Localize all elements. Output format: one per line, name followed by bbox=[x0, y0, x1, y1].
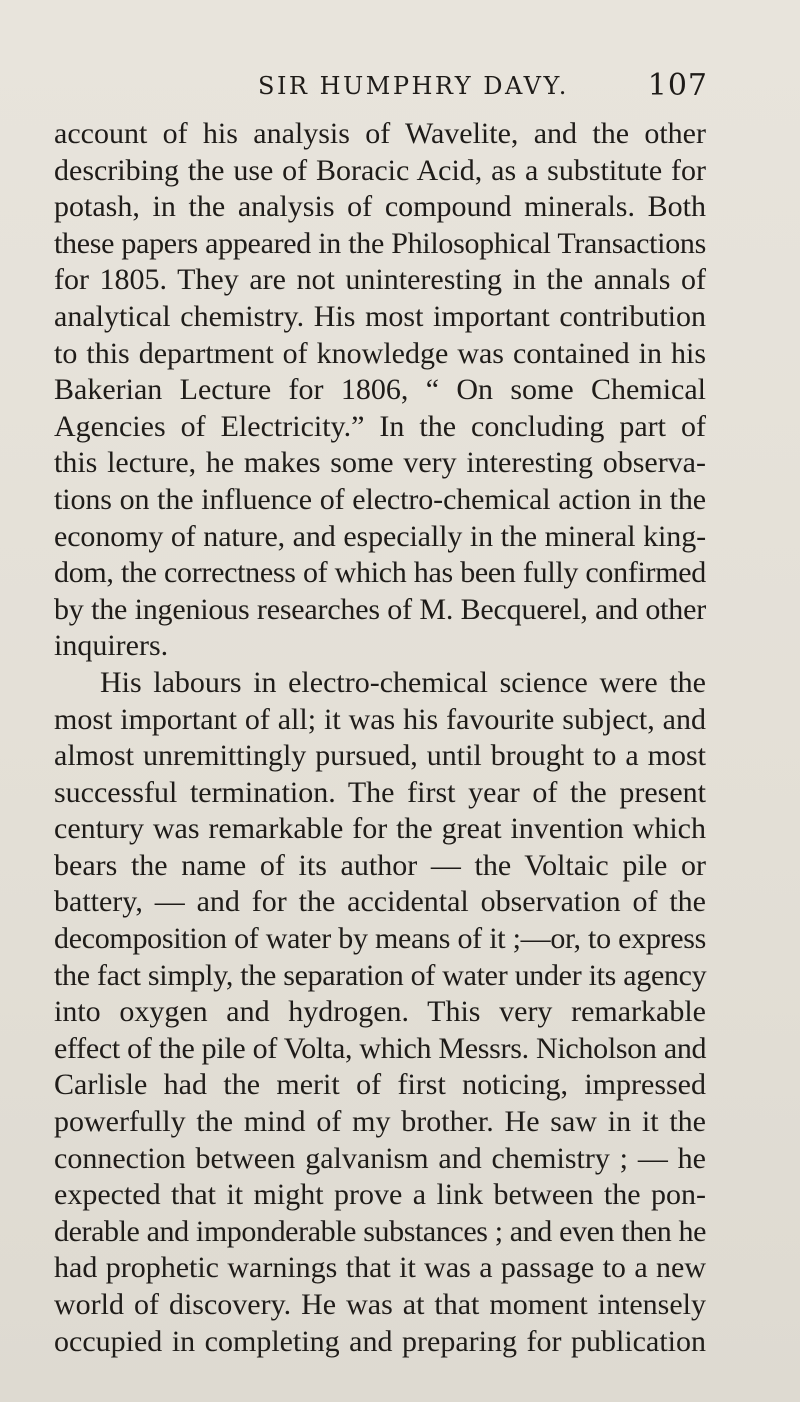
running-head bbox=[258, 66, 708, 106]
text-line: expected that it might prove a link between the pon- bbox=[54, 1178, 706, 1212]
text-line: decomposition of water by means of it ;—or, to express bbox=[54, 922, 706, 956]
text-line: dom, the correctness of which has been fully confirmed bbox=[54, 556, 706, 590]
text-line: Bakerian Lecture for 1806, “ On some Chemical bbox=[54, 373, 706, 407]
text-line: economy of nature, and especially in the mineral king- bbox=[54, 519, 706, 553]
paragraph-1 bbox=[54, 116, 706, 665]
page-number: 107 bbox=[647, 68, 708, 103]
text-line: most important of all; it was his favourite subject, and bbox=[54, 702, 706, 736]
text-line: world of discovery. He was at that moment intensely bbox=[54, 1288, 706, 1321]
text-line: into oxygen and hydrogen. This very remarkable bbox=[54, 995, 706, 1029]
text-line: describing the use of Boracic Acid, as a substitute for bbox=[54, 153, 706, 187]
text-line: Carlisle had the merit of first noticing, impressed bbox=[54, 1068, 706, 1102]
text-line: potash, in the analysis of compound minerals. Both bbox=[54, 190, 706, 224]
text-line: these papers appeared in the Philosophical Transactions bbox=[54, 226, 706, 260]
text-line: account of his analysis of Wavelite, and the other bbox=[54, 117, 706, 150]
text-line: this lecture, he makes some very interesting observa- bbox=[54, 446, 706, 480]
text-line: inquirers. bbox=[54, 629, 169, 663]
text-line: derable and imponderable substances ; and even then he bbox=[54, 1214, 706, 1248]
text-line: century was remarkable for the great invention which bbox=[54, 812, 706, 846]
text-line: battery, — and for the accidental observation of the bbox=[54, 885, 706, 919]
text-line: for 1805. They are not uninteresting in the annals of bbox=[54, 263, 706, 297]
paragraph-2 bbox=[54, 665, 706, 1360]
text-line: His labours in electro-chemical science were the bbox=[100, 665, 706, 699]
text-line: by the ingenious researches of M. Becquerel, and other bbox=[54, 592, 706, 626]
text-line: to this department of knowledge was contained in his bbox=[54, 336, 706, 370]
text-line: powerfully the mind of my brother. He saw in it the bbox=[54, 1105, 706, 1139]
text-line: connection between galvanism and chemistry ; — he bbox=[54, 1141, 706, 1175]
text-line: effect of the pile of Volta, which Messrs. Nicholson and bbox=[54, 1031, 707, 1065]
text-line: the fact simply, the separation of water under its agency bbox=[54, 958, 707, 992]
text-line: analytical chemistry. His most important contribution bbox=[54, 299, 706, 333]
running-title: SIR HUMPHRY DAVY. bbox=[258, 72, 569, 100]
text-line: successful termination. The first year of the present bbox=[54, 775, 706, 809]
text-line: Agencies of Electricity.” In the concluding part of bbox=[54, 409, 706, 443]
text-line: almost unremittingly pursued, until brought to a most bbox=[54, 739, 706, 773]
body-text bbox=[54, 116, 706, 1360]
text-line: occupied in completing and preparing for publication bbox=[54, 1324, 706, 1358]
text-line: bears the name of its author — the Voltaic pile or bbox=[54, 848, 706, 882]
text-line: tions on the influence of electro-chemical action in the bbox=[54, 482, 706, 516]
text-line: had prophetic warnings that it was a passage to a new bbox=[54, 1251, 706, 1285]
